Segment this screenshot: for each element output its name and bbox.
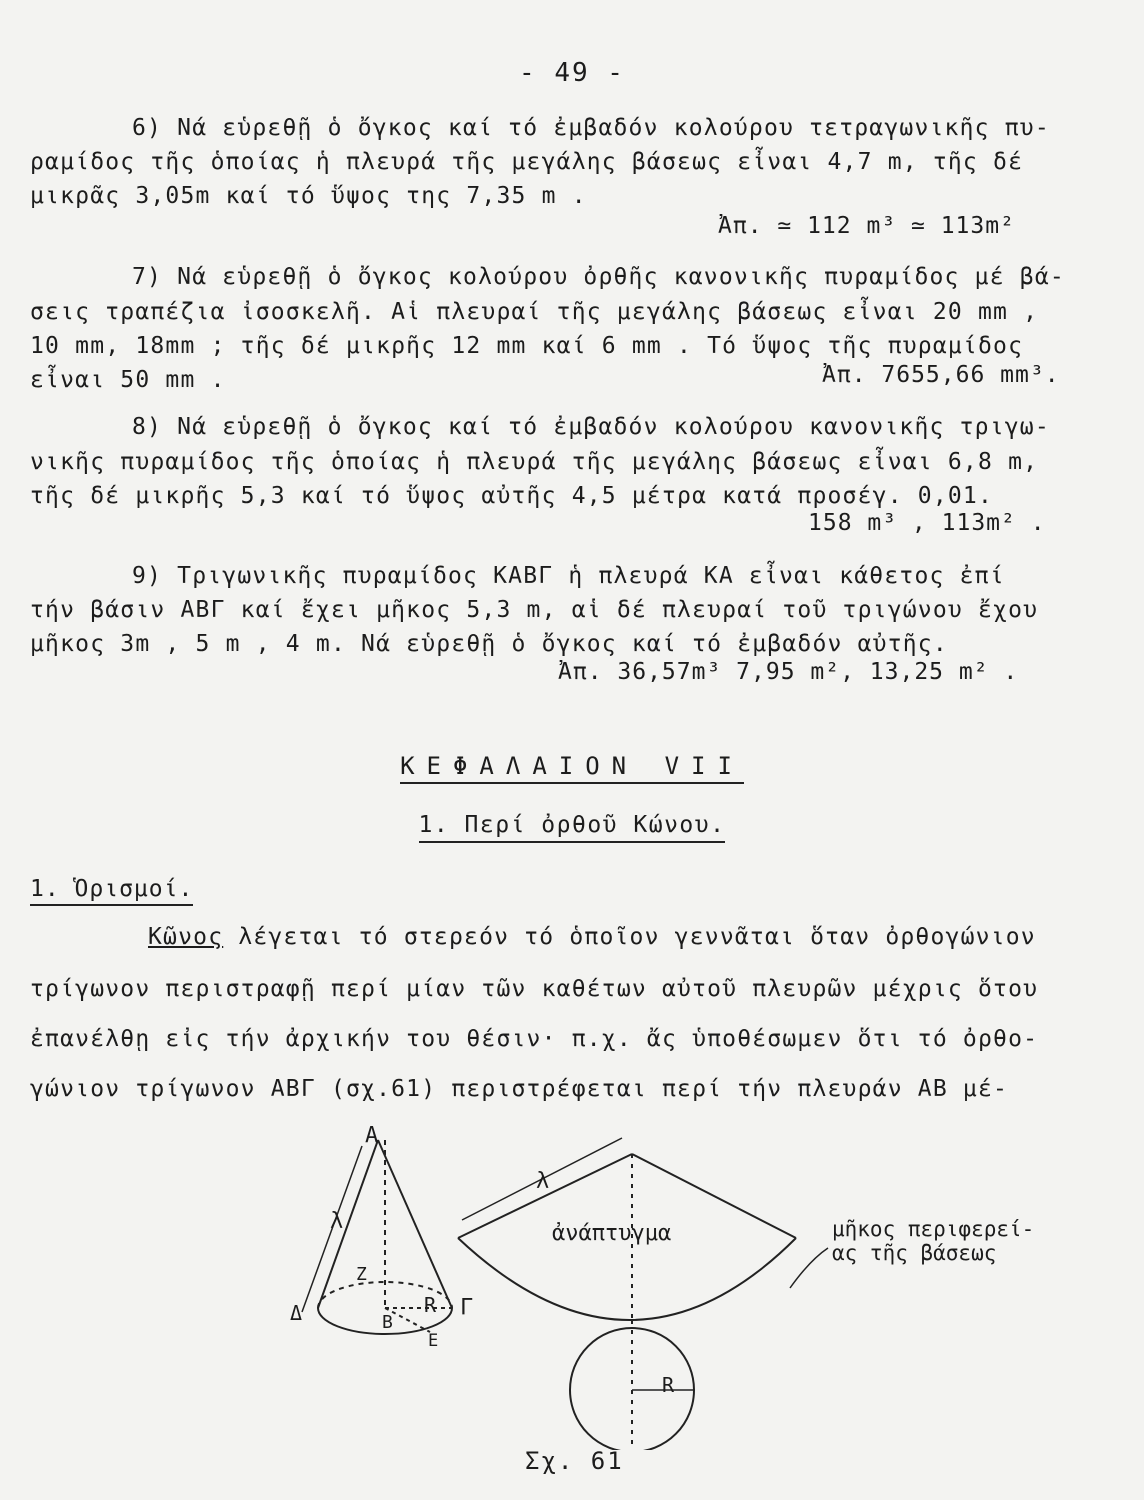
label-arc-note-2: ας τῆς βάσεως — [832, 1241, 997, 1265]
problem-6-line-3: μικρᾶς 3,05m καί τό ὕψος της 7,35 m . — [30, 183, 587, 209]
problem-6-line-1: 6) Νά εὑρεθῇ ὁ ὄγκος καί τό ἐμβαδόν κολούρου τετραγωνικῆς πυ- — [132, 115, 1050, 141]
cone-development-figure — [0, 1110, 1144, 1450]
problem-9-line-1: 9) Τριγωνικῆς πυραμίδος ΚΑΒΓ ἡ πλευρά ΚΑ εἶναι κάθετος ἐπί — [132, 563, 1005, 589]
problem-8-line-1: 8) Νά εὑρεθῇ ὁ ὄγκος καί τό ἐμβαδόν κολούρου κανονικῆς τριγω- — [132, 414, 1050, 440]
problem-9-answer: Ἀπ. 36,57m³ 7,95 m², 13,25 m² . — [558, 659, 1019, 685]
problem-8-line-3: τῆς δέ μικρῆς 5,3 καί τό ὕψος αὐτῆς 4,5 μέτρα κατά προσέγ. 0,01. — [30, 483, 994, 509]
problem-7-line-2: σεις τραπέζια ἰσοσκελῆ. Αἱ πλευραί τῆς μεγάλης βάσεως εἶναι 20 mm , — [30, 299, 1039, 325]
problem-6-answer: Ἀπ. ≃ 112 m³ ≃ 113m² — [718, 213, 1015, 239]
label-beta: Β — [382, 1312, 393, 1333]
definition-line-3: ἐπανέλθῃ εἰς τήν ἀρχικήν του θέσιν· π.χ. ἄς ὑποθέσωμεν ὅτι τό ὀρθο- — [30, 1026, 1039, 1052]
label-epsilon: Ε — [428, 1331, 439, 1351]
figure-caption: Σχ. 61 — [525, 1447, 624, 1475]
label-slant: λ — [330, 1209, 344, 1234]
problem-8-line-2: νικῆς πυραμίδος τῆς ὁποίας ἡ πλευρά τῆς μεγάλης βάσεως εἶναι 6,8 m, — [30, 449, 1039, 475]
definition-line-2: τρίγωνον περιστραφῇ περί μίαν τῶν καθέτων αὐτοῦ πλευρῶν μέχρις ὅτου — [30, 976, 1039, 1002]
label-delta: Δ — [290, 1301, 303, 1325]
label-apex: Α — [365, 1123, 379, 1148]
problem-8-answer: 158 m³ , 113m² . — [808, 510, 1046, 536]
definition-term: Κῶνος — [148, 924, 224, 950]
problem-7-line-3: 10 mm, 18mm ; τῆς δέ μικρῆς 12 mm καί 6 mm . Τό ὕψος τῆς πυραμίδος — [30, 333, 1024, 359]
section-title: 1. Περί ὀρθοῦ Κώνου. — [0, 812, 1144, 838]
definition-line-1: Κῶνος λέγεται τό στερεόν τό ὁποῖον γεννᾶται ὅταν ὀρθογώνιον — [148, 924, 1036, 950]
definition-line-4: γώνιον τρίγωνον ΑΒΓ (σχ.61) περιστρέφεται περί τήν πλευράν ΑΒ μέ- — [30, 1076, 1009, 1102]
label-r: R — [424, 1293, 437, 1317]
label-gamma: Γ — [460, 1295, 474, 1320]
label-circle-r: R — [662, 1373, 675, 1397]
subsection-title: 1. Ὁρισμοί. — [30, 876, 193, 902]
page-number: - 49 - — [519, 58, 625, 88]
label-sector-slant: λ — [536, 1169, 550, 1194]
problem-9-line-3: μῆκος 3m , 5 m , 4 m. Νά εὑρεθῇ ὁ ὄγκος καί τό ἐμβαδόν αὐτῆς. — [30, 631, 948, 657]
label-development: ἀνάπτυγμα — [552, 1221, 672, 1246]
label-arc-note-1: μῆκος περιφερεί- — [832, 1217, 1035, 1241]
problem-7-line-4: εἶναι 50 mm . — [30, 367, 226, 393]
sector-drawing — [458, 1138, 828, 1450]
problem-6-line-2: ραμίδος τῆς ὁποίας ἡ πλευρά τῆς μεγάλης βάσεως εἶναι 4,7 m, τῆς δέ — [30, 149, 1024, 175]
chapter-title: ΚΕΦΑΛΑΙΟΝ VII — [0, 752, 1144, 780]
problem-7-line-1: 7) Νά εὑρεθῇ ὁ ὄγκος κολούρου ὀρθῆς κανονικῆς πυραμίδος μέ βά- — [132, 264, 1065, 290]
problem-7-answer: Ἀπ. 7655,66 mm³. — [822, 362, 1060, 388]
problem-9-line-2: τήν βάσιν ΑΒΓ καί ἔχει μῆκος 5,3 m, αἱ δέ πλευραί τοῦ τριγώνου ἔχου — [30, 597, 1039, 623]
label-z: Ζ — [356, 1264, 367, 1285]
